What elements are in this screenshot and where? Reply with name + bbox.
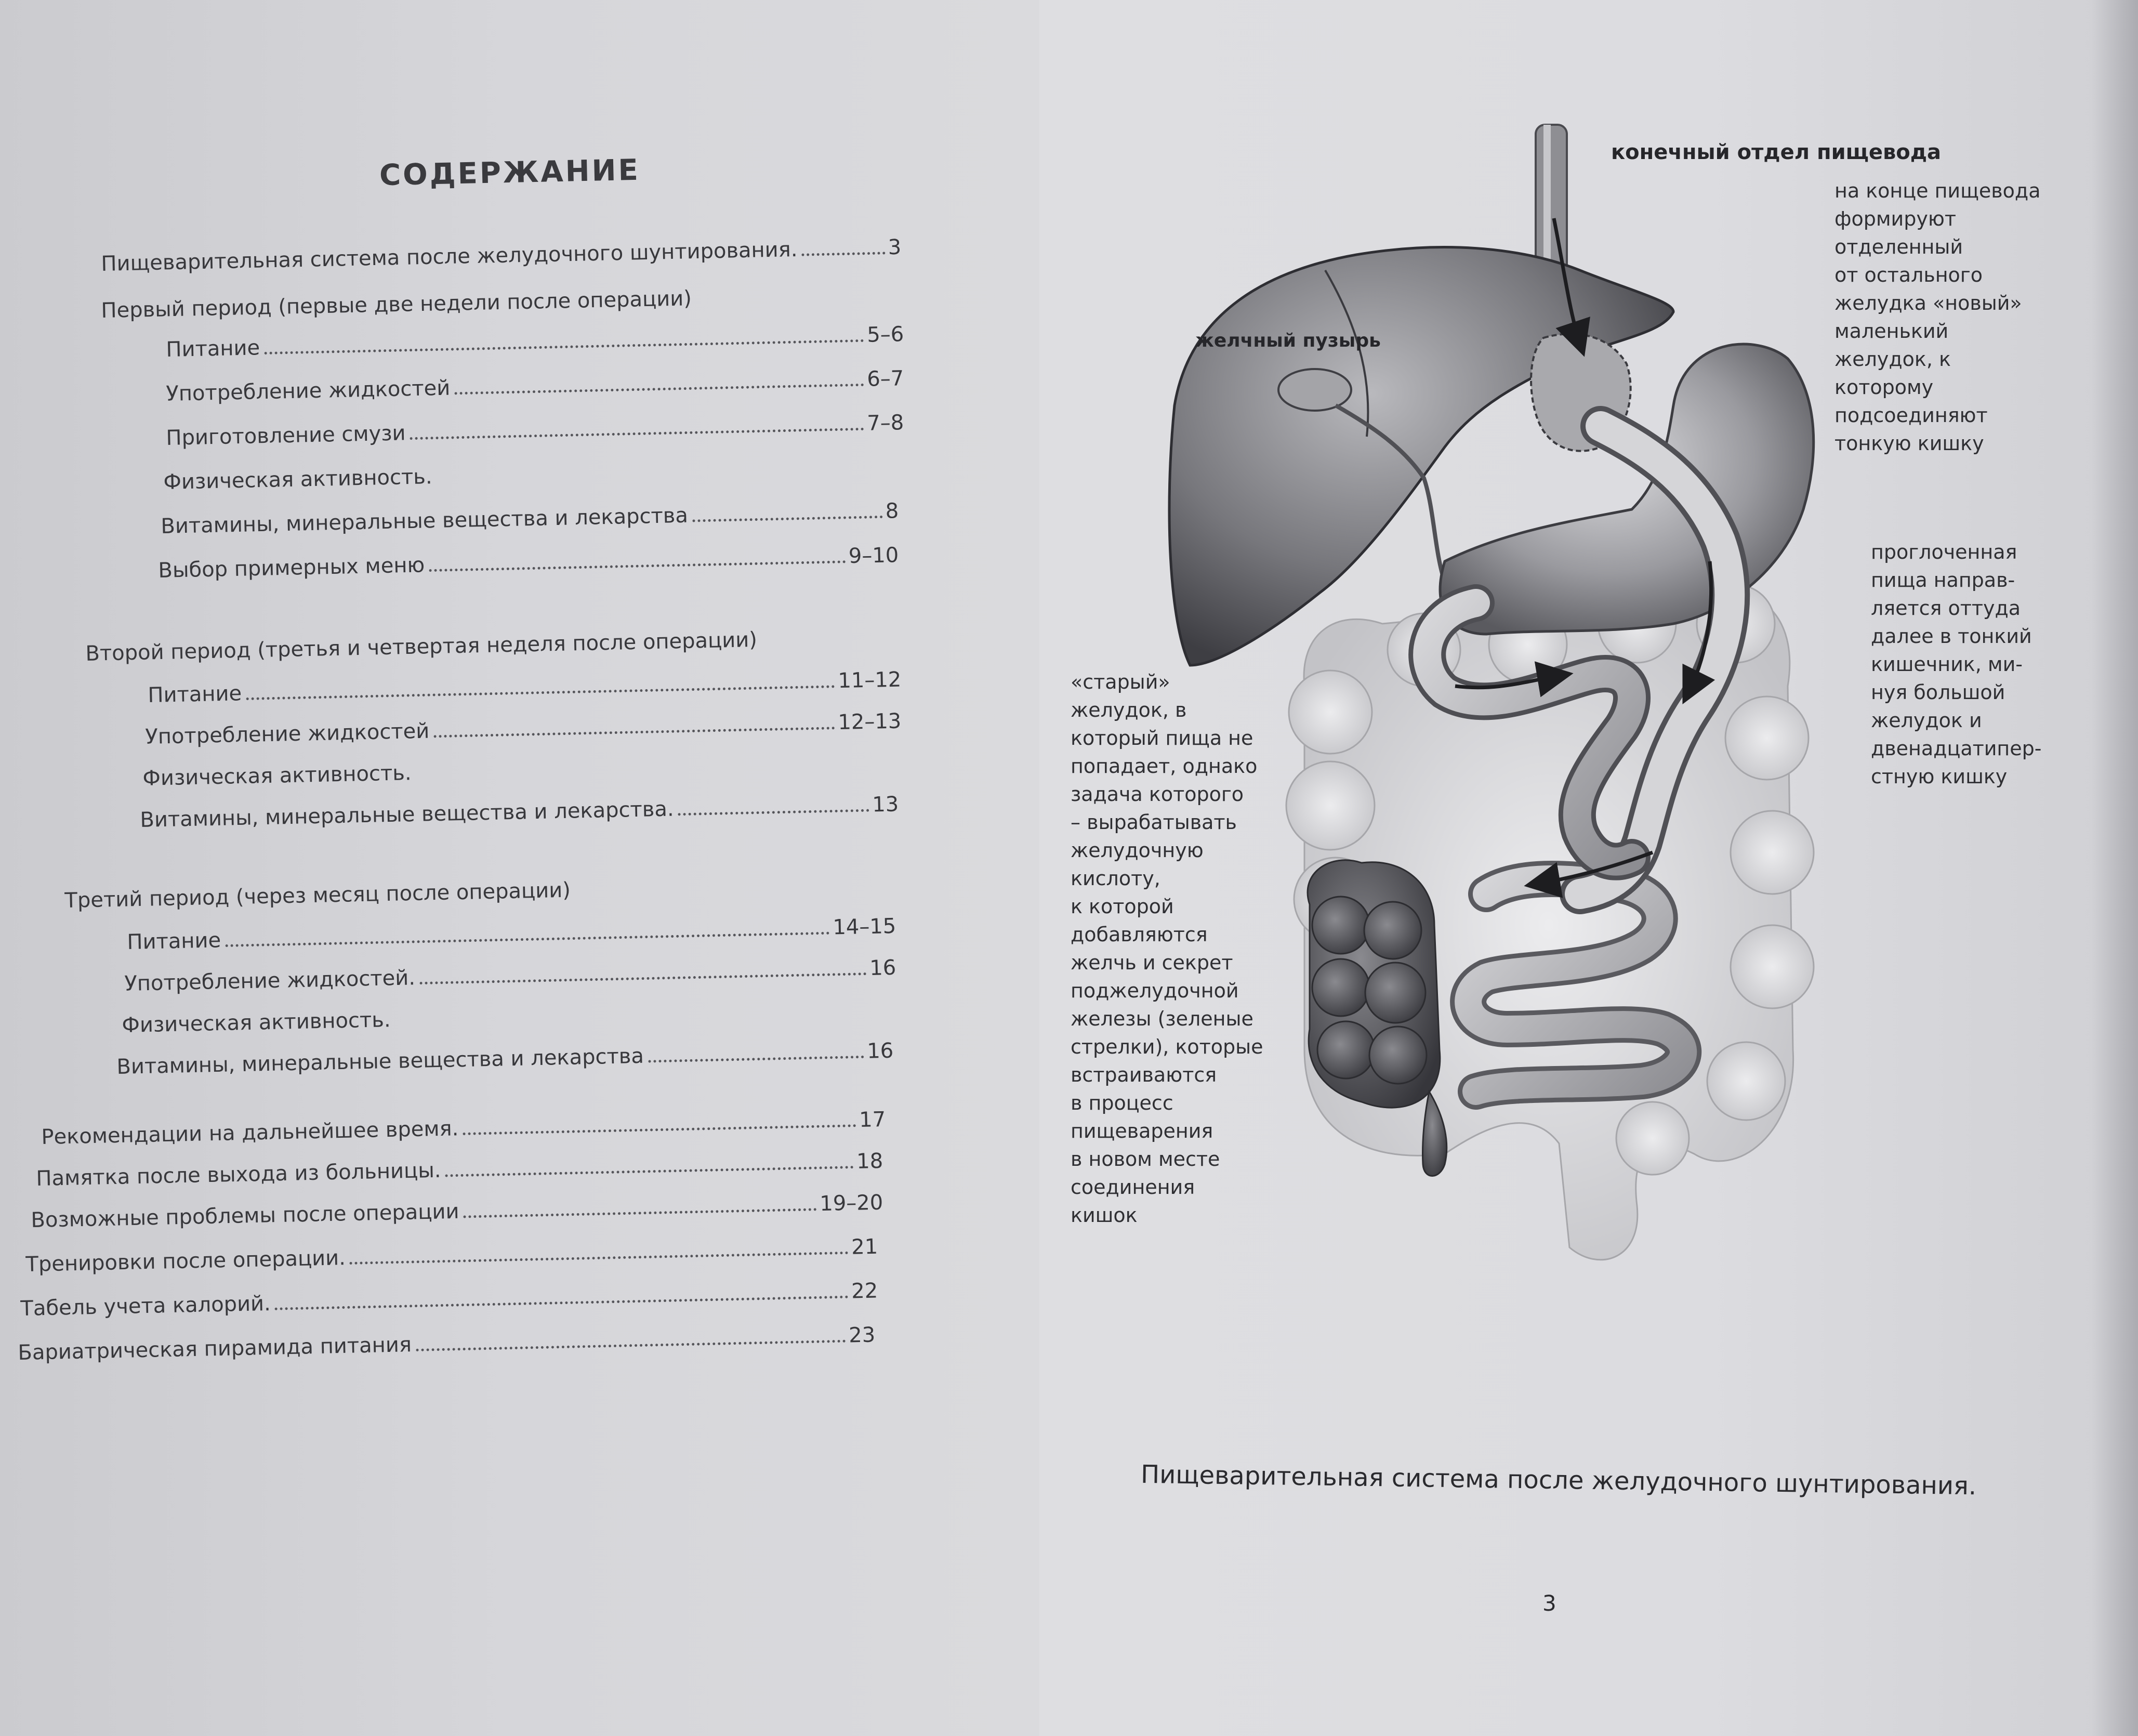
toc-title: СОДЕРЖАНИЕ: [379, 153, 641, 193]
toc-entry-page: 5–6: [866, 322, 904, 347]
toc-entry-page: 18: [856, 1149, 883, 1174]
text-new-stomach: на конце пищевода формируют отделенный от остального желудка «новый» маленький желудок, к которому подсоединяют тонкую кишку: [1835, 179, 2041, 455]
toc-entry-label: Выбор примерных меню: [158, 553, 425, 583]
toc-entry-label: Пищеварительная система после желудочного шунтирования.: [101, 237, 798, 276]
text-food-path: проглоченная пища направ- ляется оттуда далее в тонкий кишечник, ми- нуя большой желудок и двенадцатипер- стную кишку: [1871, 541, 2042, 788]
toc-entry-label: Употребление жидкостей.: [124, 966, 416, 996]
toc-entry-label: Тренировки после операции.: [25, 1246, 346, 1277]
toc-entry-page: 23: [848, 1323, 876, 1348]
toc-entry-label: Третий период (через месяц после операции): [64, 878, 571, 913]
toc-entry-page: 19–20: [819, 1190, 883, 1216]
gallbladder: [1278, 369, 1351, 411]
toc-entry-label: Витамины, минеральные вещества и лекарства: [116, 1044, 644, 1079]
toc-entry-page: 21: [851, 1234, 878, 1259]
toc-entry-page: 14–15: [832, 914, 896, 940]
toc-entry-page: 8: [885, 499, 899, 523]
text-old-stomach: «старый» желудок, в который пища не попадает, однако задача которого – вырабатывать желудочную кислоту, к которой добавляются желчь и секрет поджелудочной железы (зеленые стрелки), которые встраиваются в процесс пищеварения в новом месте соединения кишок: [1071, 670, 1263, 1227]
toc-entry-label: Приготовление смузи: [166, 421, 406, 450]
toc-entry-label: Табель учета калорий.: [20, 1291, 271, 1321]
toc-entry-page: 22: [851, 1279, 878, 1304]
toc-entry-page: 16: [869, 955, 896, 980]
toc-entry-page: 6–7: [866, 366, 904, 391]
toc-entry-label: Памятка после выхода из больницы.: [36, 1158, 441, 1191]
toc-entry-page: 16: [866, 1038, 894, 1063]
toc-entry-label: Рекомендации на дальнейшее время.: [41, 1116, 459, 1149]
toc-entry-label: Физическая активность.: [142, 761, 412, 791]
toc-entry-label: Питание: [148, 681, 242, 707]
toc-leader-dots: [692, 516, 882, 522]
toc-leader-dots: [802, 252, 885, 256]
toc-entry-label: Физическая активность.: [122, 1008, 391, 1037]
toc-entry-label: Физическая активность.: [163, 465, 433, 494]
toc-entry-page: 3: [888, 235, 902, 260]
toc-entry-page: 7–8: [866, 411, 904, 436]
toc-leader-dots: [648, 1056, 864, 1063]
label-esophagus: конечный отдел пищевода: [1611, 140, 1942, 164]
toc-entry-label: Питание: [166, 336, 260, 362]
toc-entry-label: Питание: [127, 928, 221, 954]
toc-entry-label: Возможные проблемы после операции: [31, 1199, 459, 1232]
toc-entry-label: Употребление жидкостей: [166, 376, 451, 406]
figure-caption: Пищеварительная система после желудочного шунтирования.: [1140, 1459, 1977, 1501]
toc-entry-label: Второй период (третья и четвертая неделя после операции): [85, 627, 758, 666]
toc-entry-label: Витамины, минеральные вещества и лекарства.: [140, 797, 675, 832]
toc-entry-page: 13: [872, 792, 899, 817]
toc-entry-page: 9–10: [848, 543, 899, 569]
toc-entry-label: Первый период (первые две недели после операции): [101, 286, 692, 323]
toc-leader-dots: [678, 809, 869, 816]
toc-leader-dots: [464, 1208, 817, 1218]
page-edge-shadow: [2091, 0, 2138, 1736]
toc-entry-page: 12–13: [837, 709, 902, 735]
page-number: 3: [1542, 1590, 1556, 1616]
toc-entry-page: 11–12: [837, 667, 902, 693]
toc-entry-label: Употребление жидкостей: [145, 719, 430, 749]
toc-entry-label: Бариатрическая пирамида питания: [18, 1333, 412, 1365]
toc-entry-label: Витамины, минеральные вещества и лекарства: [161, 503, 689, 538]
label-gallbladder: желчный пузырь: [1195, 330, 1381, 351]
toc-entry-page: 17: [859, 1107, 886, 1133]
